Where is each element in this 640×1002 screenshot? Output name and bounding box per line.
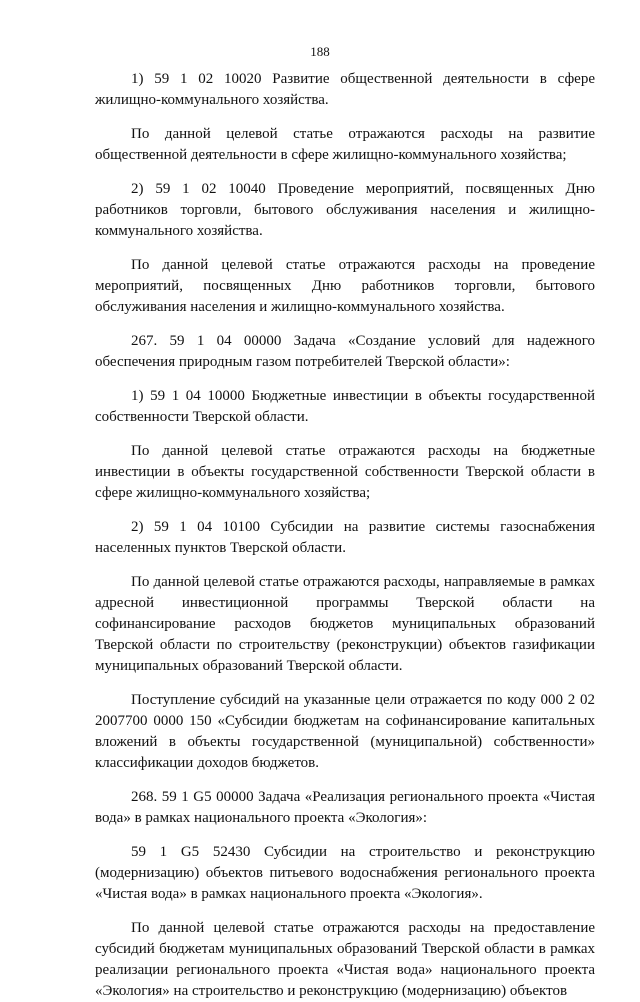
paragraph-6: 1) 59 1 04 10000 Бюджетные инвестиции в объекты государственной собственности Тверской области. <box>95 388 595 425</box>
paragraph-7: По данной целевой статье отражаются расходы на бюджетные инвестиции в объекты государственной собственности Тверской области в сфере жилищно-коммунального хозяйства; <box>95 443 595 501</box>
paragraph-9: По данной целевой статье отражаются расходы, направляемые в рамках адресной инвестиционной программы Тверской области на софинансирование расходов бюджетов муниципальных образований Тверской области по строительству (реконструкции) объектов газификации муниципальных образований Тверской области. <box>95 574 595 674</box>
paragraph-8: 2) 59 1 04 10100 Субсидии на развитие системы газоснабжения населенных пунктов Тверской области. <box>95 519 595 556</box>
paragraph-12: 59 1 G5 52430 Субсидии на строительство и реконструкцию (модернизацию) объектов питьевого водоснабжения регионального проекта «Чистая вода» в рамках национального проекта «Экология». <box>95 844 595 902</box>
paragraph-5: 267. 59 1 04 00000 Задача «Создание условий для надежного обеспечения природным газом потребителей Тверской области»: <box>95 333 595 370</box>
paragraph-4: По данной целевой статье отражаются расходы на проведение мероприятий, посвященных Дню работников торговли, бытового обслуживания населения и жилищно-коммунального хозяйства. <box>95 257 595 315</box>
page-number: 188 <box>310 44 330 59</box>
paragraph-11: 268. 59 1 G5 00000 Задача «Реализация регионального проекта «Чистая вода» в рамках национального проекта «Экология»: <box>95 789 595 826</box>
document-body <box>95 69 595 1002</box>
paragraph-13: По данной целевой статье отражаются расходы на предоставление субсидий бюджетам муниципальных образований Тверской области в рамках реализации регионального проекта «Чистая вода» национального проекта «Экология» на строительство и реконструкцию (модернизацию) объектов <box>95 920 595 999</box>
paragraph-2: По данной целевой статье отражаются расходы на развитие общественной деятельности в сфере жилищно-коммунального хозяйства; <box>95 126 595 163</box>
paragraph-3: 2) 59 1 02 10040 Проведение мероприятий, посвященных Дню работников торговли, бытового обслуживания населения и жилищно-коммунального хозяйства. <box>95 181 595 239</box>
paragraph-10: Поступление субсидий на указанные цели отражается по коду 000 2 02 2007700 0000 150 «Субсидии бюджетам на софинансирование капитальных вложений в объекты государственной (муниципальной) собственности» классификации доходов бюджетов. <box>95 692 595 771</box>
paragraph-1: 1) 59 1 02 10020 Развитие общественной деятельности в сфере жилищно-коммунального хозяйства. <box>95 71 595 108</box>
